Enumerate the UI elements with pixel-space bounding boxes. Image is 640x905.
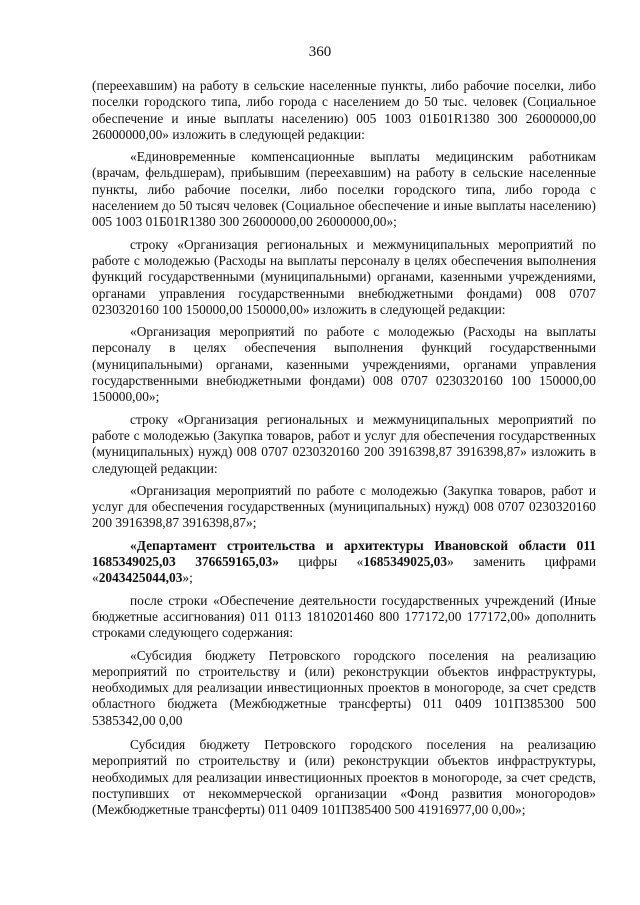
paragraph: (переехавшим) на работу в сельские населенные пункты, либо рабочие поселки, либо поселки городского типа, либо города с населением до 50 тыс. человек (Социальное обеспечение и иные выплаты населению) 005 1003 01Б01R1380 300 26000000,00 26000000,00» изложить в следующей редакции: (92, 78, 596, 142)
department-heading: «Департамент строительства и архитектуры Ивановской области 011 1685349025,03 376659165,03» (92, 537, 596, 570)
document-body (92, 78, 596, 824)
run-text: »; (182, 570, 193, 586)
new-amount: 2043425044,03 (98, 570, 183, 586)
page-number: 360 (308, 44, 332, 60)
paragraph: «Организация мероприятий по работе с молодежью (Закупка товаров, работ и услуг для обеспечения государственных (муниципальных) нужд) 008 0707 0230320160 200 3916398,87 3916398,87»; (92, 482, 596, 531)
paragraph: после строки «Обеспечение деятельности государственных учреждений (Иные бюджетные ассигнования) 011 0113 1810201460 800 177172,00 177172,00» дополнить строками следующего содержания: (92, 592, 596, 641)
paragraph: «Субсидия бюджету Петровского городского поселения на реализацию мероприятий по строительству и (или) реконструкции объектов инфраструктуры, необходимых для реализации инвестиционных проектов в моногороде, за счет средств областного бюджета (Межбюджетные трансферты) 011 0409 101П385300 500 5385342,00 0,00 (92, 647, 596, 728)
paragraph: Субсидия бюджету Петровского городского поселения на реализацию мероприятий по строительству и (или) реконструкции объектов инфраструктуры, необходимых для реализации инвестиционных проектов в моногороде, за счет средств, поступивших от некоммерческой организации «Фонд развития моногородов» (Межбюджетные трансферты) 011 0409 101П385400 500 41916977,00 0,00»; (92, 736, 596, 818)
paragraph: строку «Организация региональных и межмуниципальных мероприятий по работе с молодежью (Расходы на выплаты персоналу в целях обеспечения выполнения функций государственными (муниципальными) органами, казенными учреждениями, органами управления государственными внебюджетными фондами) 008 0707 0230320160 100 150000,00 150000,00» изложить в следующей редакции: (92, 236, 596, 317)
department-paragraph (92, 538, 596, 587)
paragraph: «Организация мероприятий по работе с молодежью (Расходы на выплаты персоналу в целях обеспечения выполнения функций государственными (муниципальными) органами, казенными учреждениями, органами управления государственными внебюджетными фондами) 008 0707 0230320160 100 150000,00 150000,00»; (92, 324, 596, 405)
paragraph: строку «Организация региональных и межмуниципальных мероприятий по работе с молодежью (Закупка товаров, работ и услуг для обеспечения государственных (муниципальных) нужд) 008 0707 0230320160 200 3916398,87 3916398,87» изложить в следующей редакции: (92, 411, 596, 476)
paragraph: «Единовременные компенсационные выплаты медицинским работникам (врачам, фельдшерам), прибывшим (переехавшим) на работу в сельские населенные пункты, либо рабочие поселки, либо поселки городского типа, либо города с населением до 50 тысяч человек (Социальное обеспечение и иные выплаты населению) 005 1003 01Б01R1380 300 26000000,00 26000000,00»; (92, 149, 596, 230)
run-text: цифры « (278, 554, 364, 570)
old-amount: 1685349025,03 (363, 554, 448, 570)
run-text: » заменить цифрами « (92, 554, 597, 586)
